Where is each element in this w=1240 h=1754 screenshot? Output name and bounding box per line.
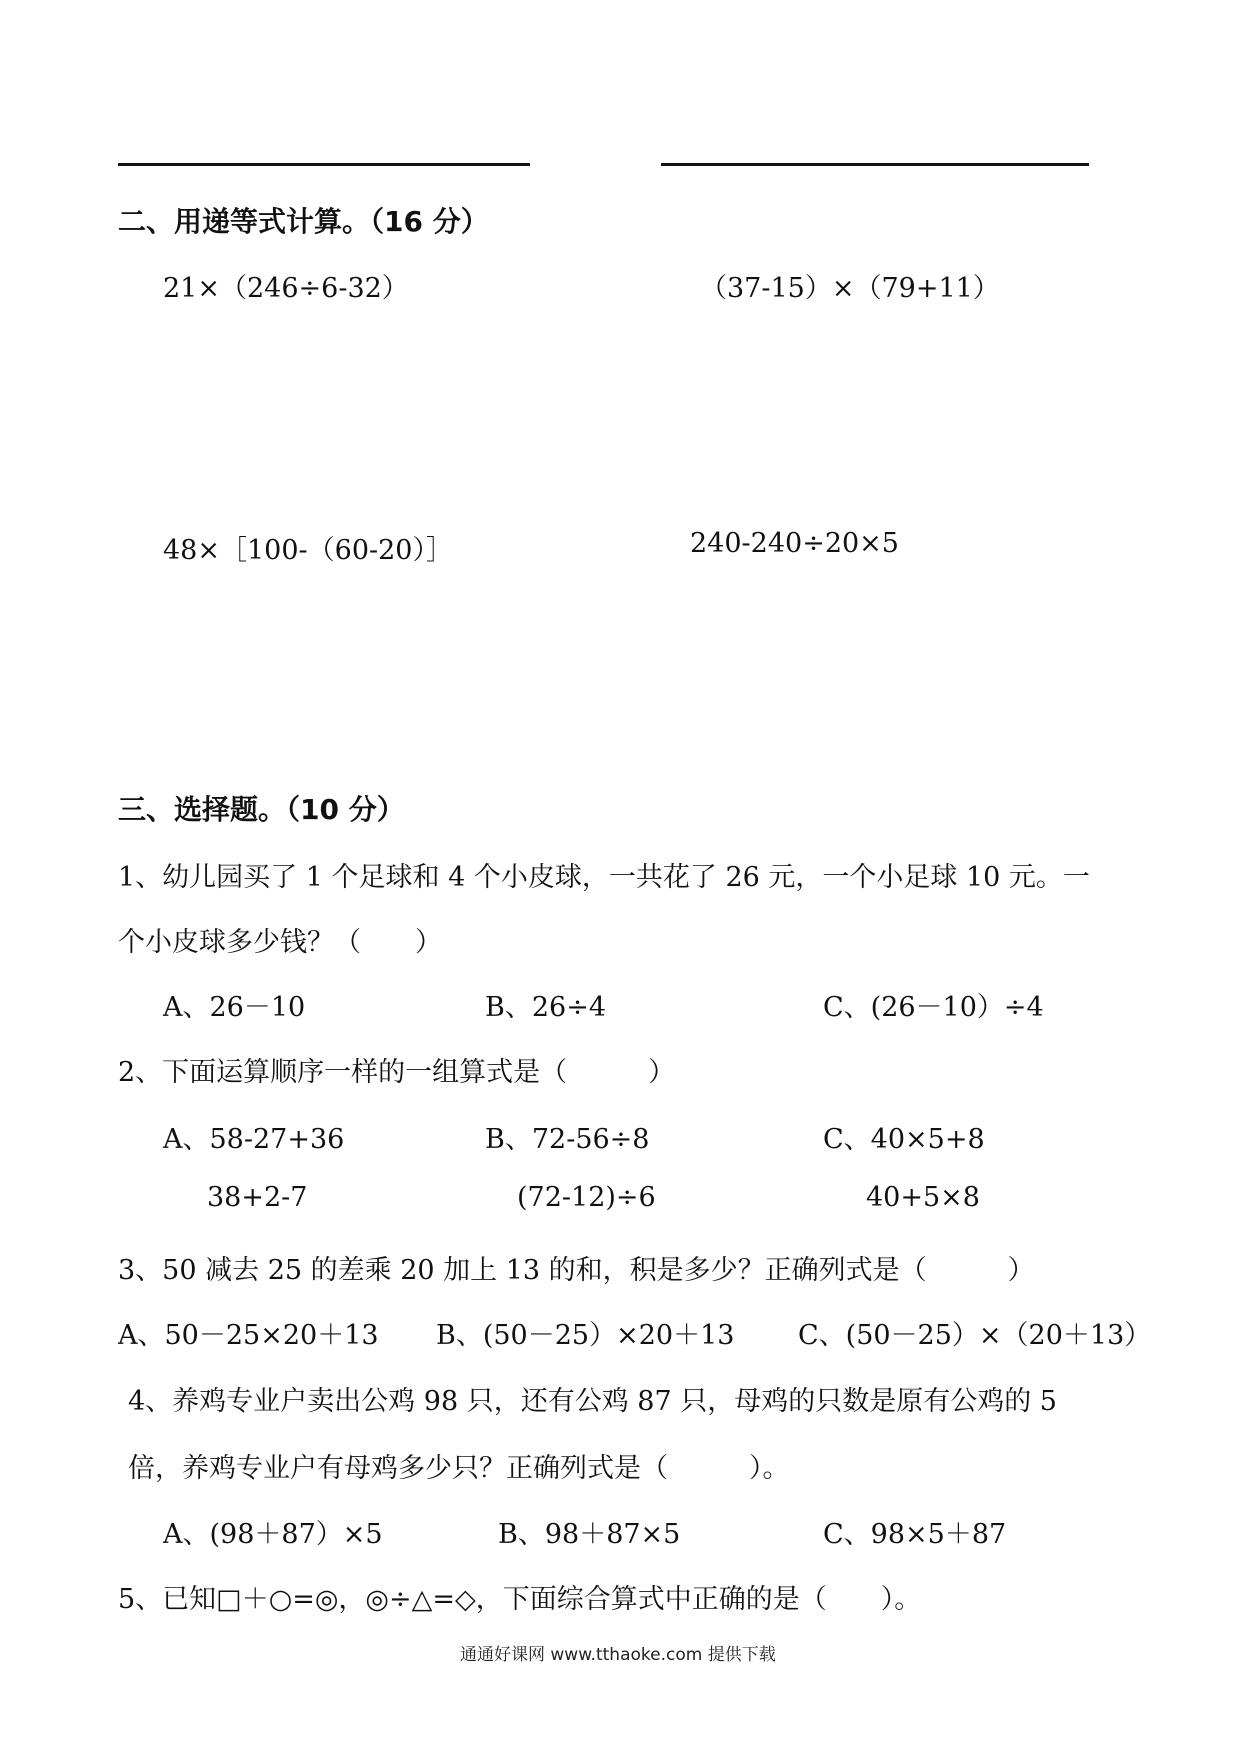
question-4-line-2: 倍，养鸡专业户有母鸡多少只？正确列式是（ ）。 <box>128 1453 790 1484</box>
question-1-line-1: 1、幼儿园买了 1 个足球和 4 个小皮球，一共花了 26 元，一个小足球 10 元。一 <box>118 862 1090 893</box>
expression-1: 21×（246÷6-32） <box>163 273 409 304</box>
question-1-option-a: A、26－10 <box>163 992 306 1023</box>
question-2-option-b: B、72-56÷8 <box>485 1124 650 1155</box>
question-4-option-a: A、(98＋87）×5 <box>163 1519 383 1550</box>
question-2-option-c: C、40×5+8 <box>823 1124 985 1155</box>
question-3-option-c: C、(50－25）×（20＋13） <box>798 1320 1152 1351</box>
question-4-option-b: B、98＋87×5 <box>498 1519 681 1550</box>
expression-3: 48×［100-（60-20）］ <box>163 535 453 566</box>
question-2-option-a-second: 38+2-7 <box>207 1182 308 1213</box>
question-2-text: 2、下面运算顺序一样的一组算式是（ ） <box>118 1057 676 1088</box>
answer-line-left <box>118 163 530 166</box>
question-3-option-a: A、50－25×20＋13 <box>118 1320 379 1351</box>
question-3-option-b: B、(50－25）×20＋13 <box>436 1320 735 1351</box>
question-1-option-c: C、(26－10）÷4 <box>823 992 1044 1023</box>
page-footer: 通通好课网 www.tthaoke.com 提供下载 <box>460 1645 776 1665</box>
question-4-line-1: 4、养鸡专业户卖出公鸡 98 只，还有公鸡 87 只，母鸡的只数是原有公鸡的 5 <box>128 1386 1057 1417</box>
expression-4: 240-240÷20×5 <box>690 528 899 559</box>
section-title-choice: 三、选择题。（10 分） <box>118 793 405 826</box>
question-5-text: 5、已知□＋○=◎，◎÷△=◇，下面综合算式中正确的是（ ）。 <box>118 1584 922 1615</box>
question-1-option-b: B、26÷4 <box>485 992 606 1023</box>
question-4-option-c: C、98×5＋87 <box>823 1519 1007 1550</box>
question-2-option-b-second: (72-12)÷6 <box>517 1182 656 1213</box>
question-3-text: 3、50 减去 25 的差乘 20 加上 13 的和，积是多少？正确列式是（ ） <box>118 1255 1035 1286</box>
question-1-line-2: 个小皮球多少钱？（ ） <box>118 927 442 958</box>
question-2-option-c-second: 40+5×8 <box>866 1182 980 1213</box>
section-title-calculation: 二、用递等式计算。（16 分） <box>118 205 489 238</box>
expression-2: （37-15）×（79+11） <box>700 273 1000 304</box>
answer-line-right <box>661 163 1089 166</box>
question-2-option-a: A、58-27+36 <box>163 1124 345 1155</box>
